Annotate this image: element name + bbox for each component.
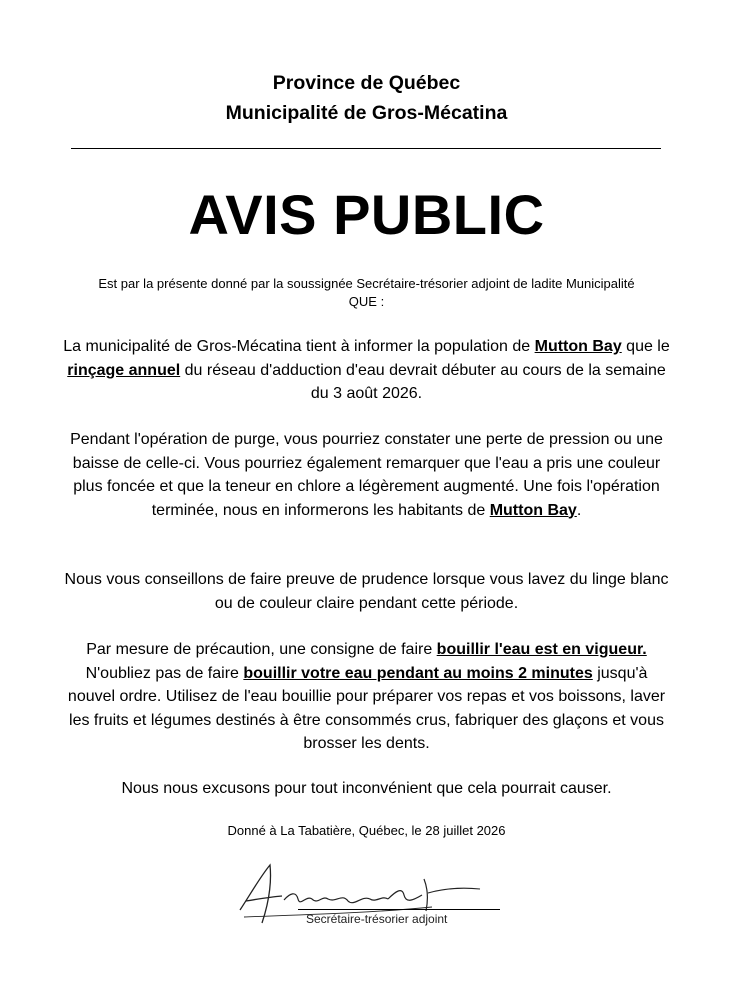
location-mutton-bay: Mutton Bay (489, 501, 577, 519)
header-divider (71, 148, 661, 149)
header-province: Province de Québec (272, 72, 461, 94)
paragraph-apology: Nous nous excusons pour tout inconvénient que cela pourrait causer. (121, 780, 612, 797)
paragraph-laundry-advice: Nous vous conseillons de faire preuve de prudence lorsque vous lavez du linge blanc ou de couleur claire pendant cette période. (64, 571, 669, 612)
intro-statement: Est par la présente donné par la soussignée Secrétaire-trésorier adjoint de ladite Municipalité QUE : (98, 276, 635, 309)
location-mutton-bay: Mutton Bay (534, 338, 622, 355)
signature-line (298, 909, 500, 910)
boil-water-highlight: bouillir l'eau est en vigueur. (436, 641, 647, 658)
paragraph-boil-water-advisory: Par mesure de précaution, une consigne de faire bouillir l'eau est en vigueur. N'oubliez pas de faire bouillir votre eau pendant au moins 2 minutes jusqu'à nouvel ordre. Utilisez de l'eau bouillie pour préparer vos repas et vos boissons, laver les fruits et légumes destinés à être consommés crus, fabriquer des glaçons et vous brosser les dents. (67, 641, 666, 752)
notice-title: AVIS PUBLIC (188, 183, 545, 246)
header-municipality: Municipalité de Gros-Mécatina (225, 102, 508, 124)
paragraph-purge-effects: Pendant l'opération de purge, vous pourriez constater une perte de pression ou une baisse de celle-ci. Vous pourriez également remarquer que l'eau a pris une couleur plus foncée et que la teneur en chlore a légèrement augmenté. Une fois l'opération terminée, nous en informerons les habitants de Mutton Bay. (70, 431, 663, 519)
paragraph-flushing-announcement: La municipalité de Gros-Mécatina tient à informer la population de Mutton Bay que le rinçage annuel du réseau d'adduction d'eau devrait débuter au cours de la semaine du 3 août 2026. (63, 338, 670, 402)
date-line: Donné à La Tabatière, Québec, le 28 juillet 2026 (227, 823, 506, 838)
signatory-title: Secrétaire-trésorier adjoint (306, 912, 448, 926)
boil-duration-highlight: bouillir votre eau pendant au moins 2 minutes (243, 664, 593, 682)
annual-flushing-highlight: rinçage annuel (67, 361, 181, 379)
